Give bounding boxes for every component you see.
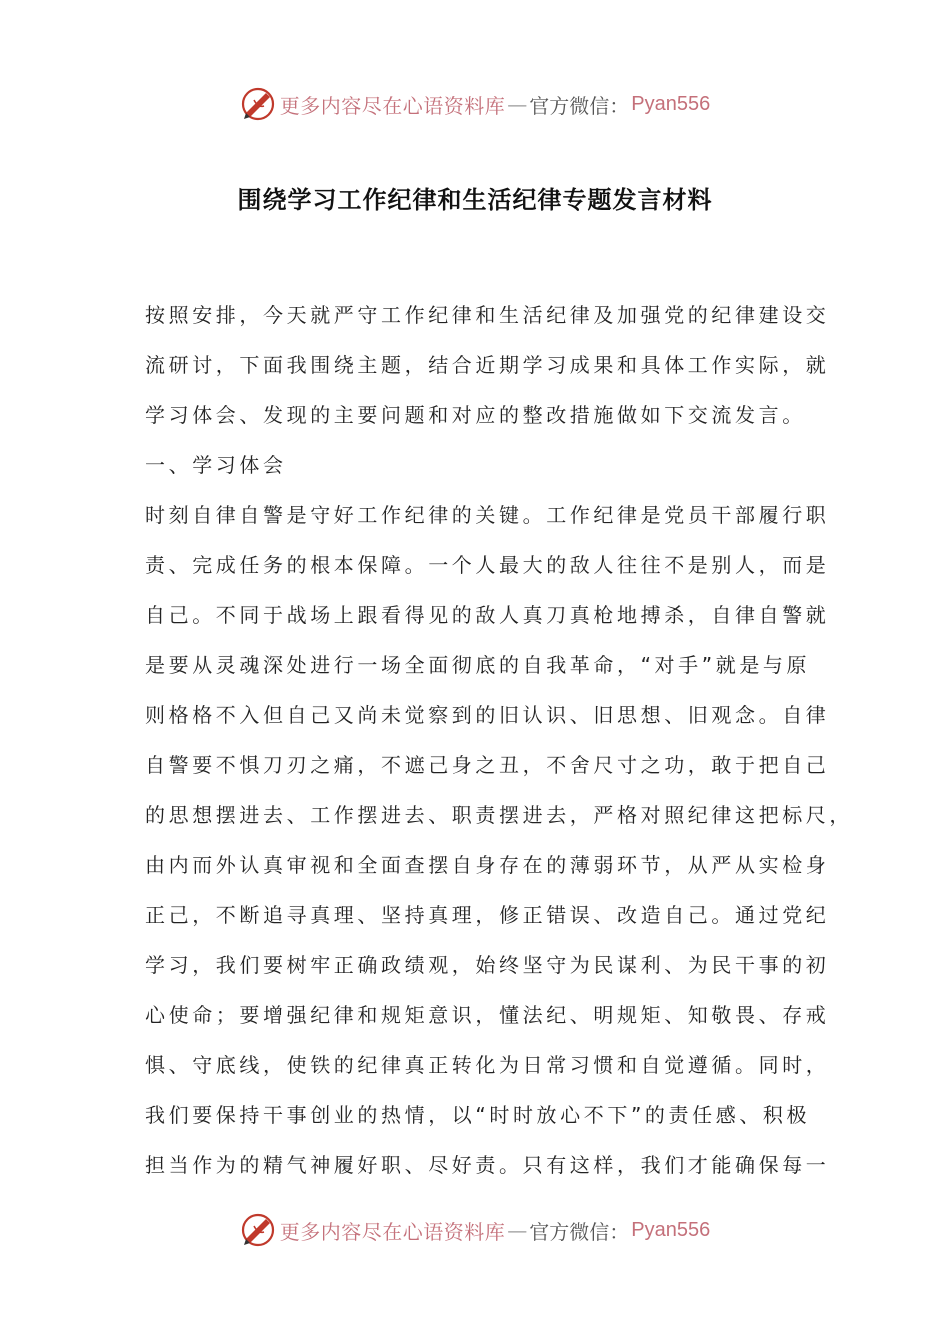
banner-separator: — bbox=[507, 92, 528, 116]
text-line: 正己，不断追寻真理、坚持真理，修正错误、改造自己。通过党纪 bbox=[145, 903, 830, 927]
text-line: 学习体会、发现的主要问题和对应的整改措施做如下交流发言。 bbox=[145, 403, 806, 427]
section-heading: 一、学习体会 bbox=[145, 453, 287, 477]
text-line: 按照安排，今天就严守工作纪律和生活纪律及加强党的纪律建设交 bbox=[145, 303, 830, 327]
text-line: 时刻自律自警是守好工作纪律的关键。工作纪律是党员干部履行职 bbox=[145, 503, 830, 527]
document-body bbox=[145, 290, 853, 1190]
document-title: 围绕学习工作纪律和生活纪律专题发言材料 bbox=[237, 186, 713, 214]
text-line: 责、完成任务的根本保障。一个人最大的敌人往往不是别人，而是 bbox=[145, 553, 830, 577]
banner-site-text: 更多内容尽在心语资料库 bbox=[279, 1219, 506, 1244]
text-line: 的思想摆进去、工作摆进去、职责摆进去，严格对照纪律这把标尺， bbox=[145, 803, 853, 827]
banner-wechat-label: 官方微信： bbox=[529, 1219, 630, 1244]
pen-logo-icon bbox=[240, 86, 276, 122]
text-line: 自警要不惧刀刃之痛，不遮己身之丑，不舍尺寸之功，敢于把自己 bbox=[145, 753, 830, 777]
banner-wechat-label: 官方微信： bbox=[529, 93, 630, 118]
pen-logo-icon bbox=[240, 1212, 276, 1248]
text-line: 担当作为的精气神履好职、尽好责。只有这样，我们才能确保每一 bbox=[145, 1153, 830, 1177]
banner-wechat-id: Pyan556 bbox=[631, 1218, 711, 1241]
text-line: 是要从灵魂深处进行一场全面彻底的自我革命，“对手”就是与原 bbox=[145, 653, 811, 677]
text-line: 流研讨，下面我围绕主题，结合近期学习成果和具体工作实际，就 bbox=[145, 353, 830, 377]
footer-banner bbox=[0, 1210, 950, 1250]
banner-site-text: 更多内容尽在心语资料库 bbox=[279, 93, 506, 118]
banner-separator: — bbox=[507, 1218, 528, 1242]
header-banner bbox=[0, 84, 950, 124]
text-line: 则格格不入但自己又尚未觉察到的旧认识、旧思想、旧观念。自律 bbox=[145, 703, 830, 727]
text-line: 我们要保持干事创业的热情，以“时时放心不下”的责任感、积极 bbox=[145, 1103, 811, 1127]
text-line: 自己。不同于战场上跟看得见的敌人真刀真枪地搏杀，自律自警就 bbox=[145, 603, 830, 627]
text-line: 由内而外认真审视和全面查摆自身存在的薄弱环节，从严从实检身 bbox=[145, 853, 830, 877]
text-line: 惧、守底线，使铁的纪律真正转化为日常习惯和自觉遵循。同时， bbox=[145, 1053, 830, 1077]
text-line: 学习，我们要树牢正确政绩观，始终坚守为民谋利、为民干事的初 bbox=[145, 953, 830, 977]
text-line: 心使命；要增强纪律和规矩意识，懂法纪、明规矩、知敬畏、存戒 bbox=[145, 1003, 830, 1027]
banner-wechat-id: Pyan556 bbox=[631, 92, 711, 115]
